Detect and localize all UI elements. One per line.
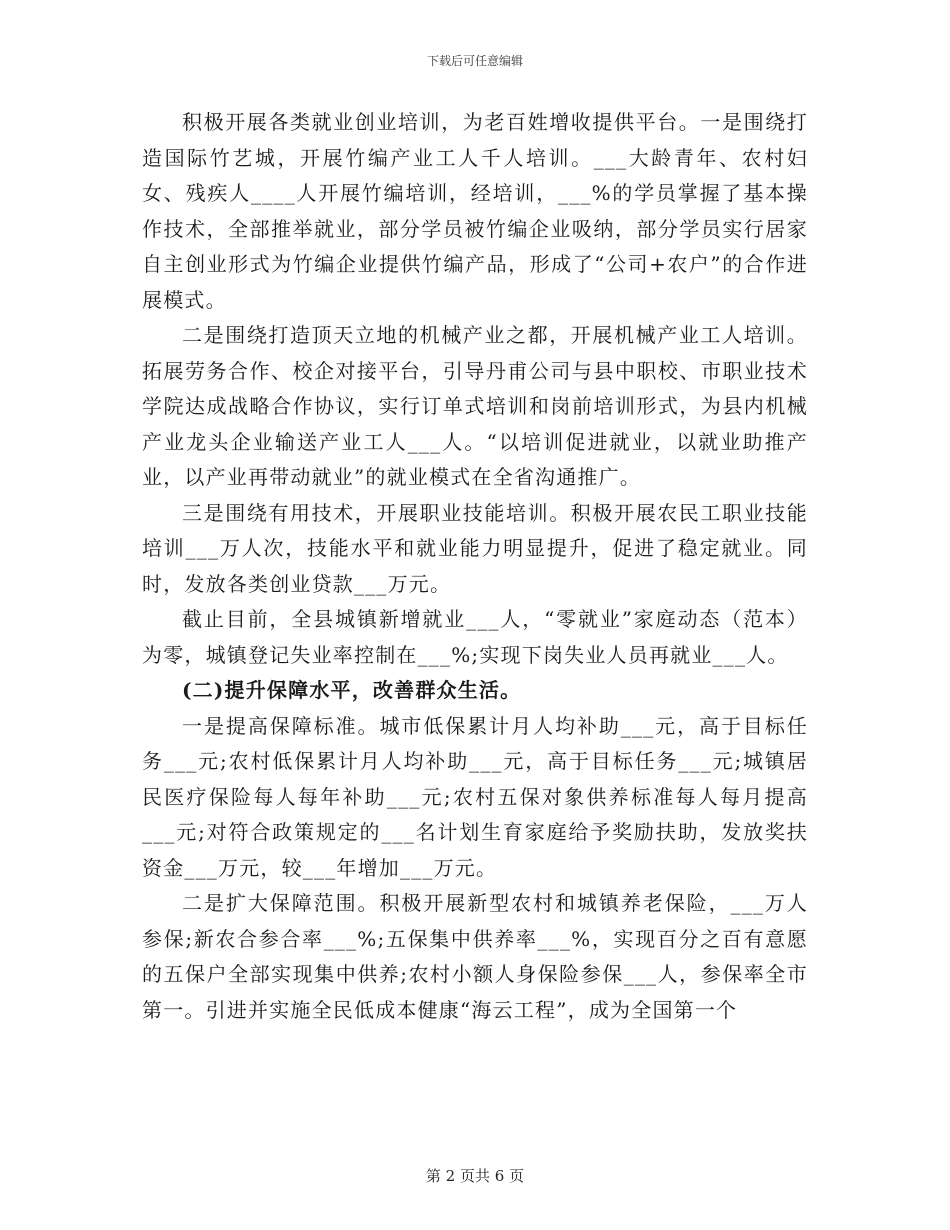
paragraph-coverage: 二是扩大保障范围。积极开展新型农村和城镇养老保险，___万人参保;新农合参合率___%;五保集中供养率___%，实现百分之百有意愿的五保户全部实现集中供养;农村小额人身保险参保___人，参保率全市第一。引进并实施全民低成本健康“海云工程”，成为全国第一个 (142, 891, 808, 1022)
section-heading: (二)提升保障水平，改善群众生活。 (182, 678, 522, 702)
paragraph-training: 积极开展各类就业创业培训，为老百姓增收提供平台。一是围绕打造国际竹艺城，开展竹编产业工人千人培训。___大龄青年、农村妇女、残疾人____人开展竹编培训，经培训，___%的学员掌握了基本操作技术，全部推举就业，部分学员被竹编企业吸纳，部分学员实行居家自主创业形式为竹编企业提供竹编产品，形成了“公司+农户”的合作进展模式。 (142, 110, 808, 312)
paragraph-machinery: 二是围绕打造顶天立地的机械产业之都，开展机械产业工人培训。拓展劳务合作、校企对接平台，引导丹甫公司与县中职校、市职业技术学院达成战略合作协议，实行订单式培训和岗前培训形式，为县内机械产业龙头企业输送产业工人___人。“以培训促进就业，以就业助推产业，以产业再带动就业”的就业模式在全省沟通推广。 (142, 323, 808, 489)
page-number: 第 2 页共 6 页 (425, 1167, 525, 1185)
paragraph-skills: 三是围绕有用技术，开展职业技能培训。积极开展农民工职业技能培训___万人次，技能水平和就业能力明显提升，促进了稳定就业。同时，发放各类创业贷款___万元。 (142, 500, 808, 596)
document-body (142, 105, 808, 1028)
paragraph-employment-summary: 截止目前，全县城镇新增就业___人，“零就业”家庭动态（范本）为零，城镇登记失业率控制在___%;实现下岗失业人员再就业___人。 (142, 607, 808, 667)
page-header: 下载后可任意编辑 (426, 54, 523, 68)
paragraph-standards: 一是提高保障标准。城市低保累计月人均补助___元，高于目标任务___元;农村低保累计月人均补助___元，高于目标任务___元;城镇居民医疗保险每人每年补助___元;农村五保对象供养标准每人每月提高___元;对符合政策规定的___名计划生育家庭给予奖励扶助，发放奖扶资金___万元，较___年增加___万元。 (142, 713, 808, 880)
